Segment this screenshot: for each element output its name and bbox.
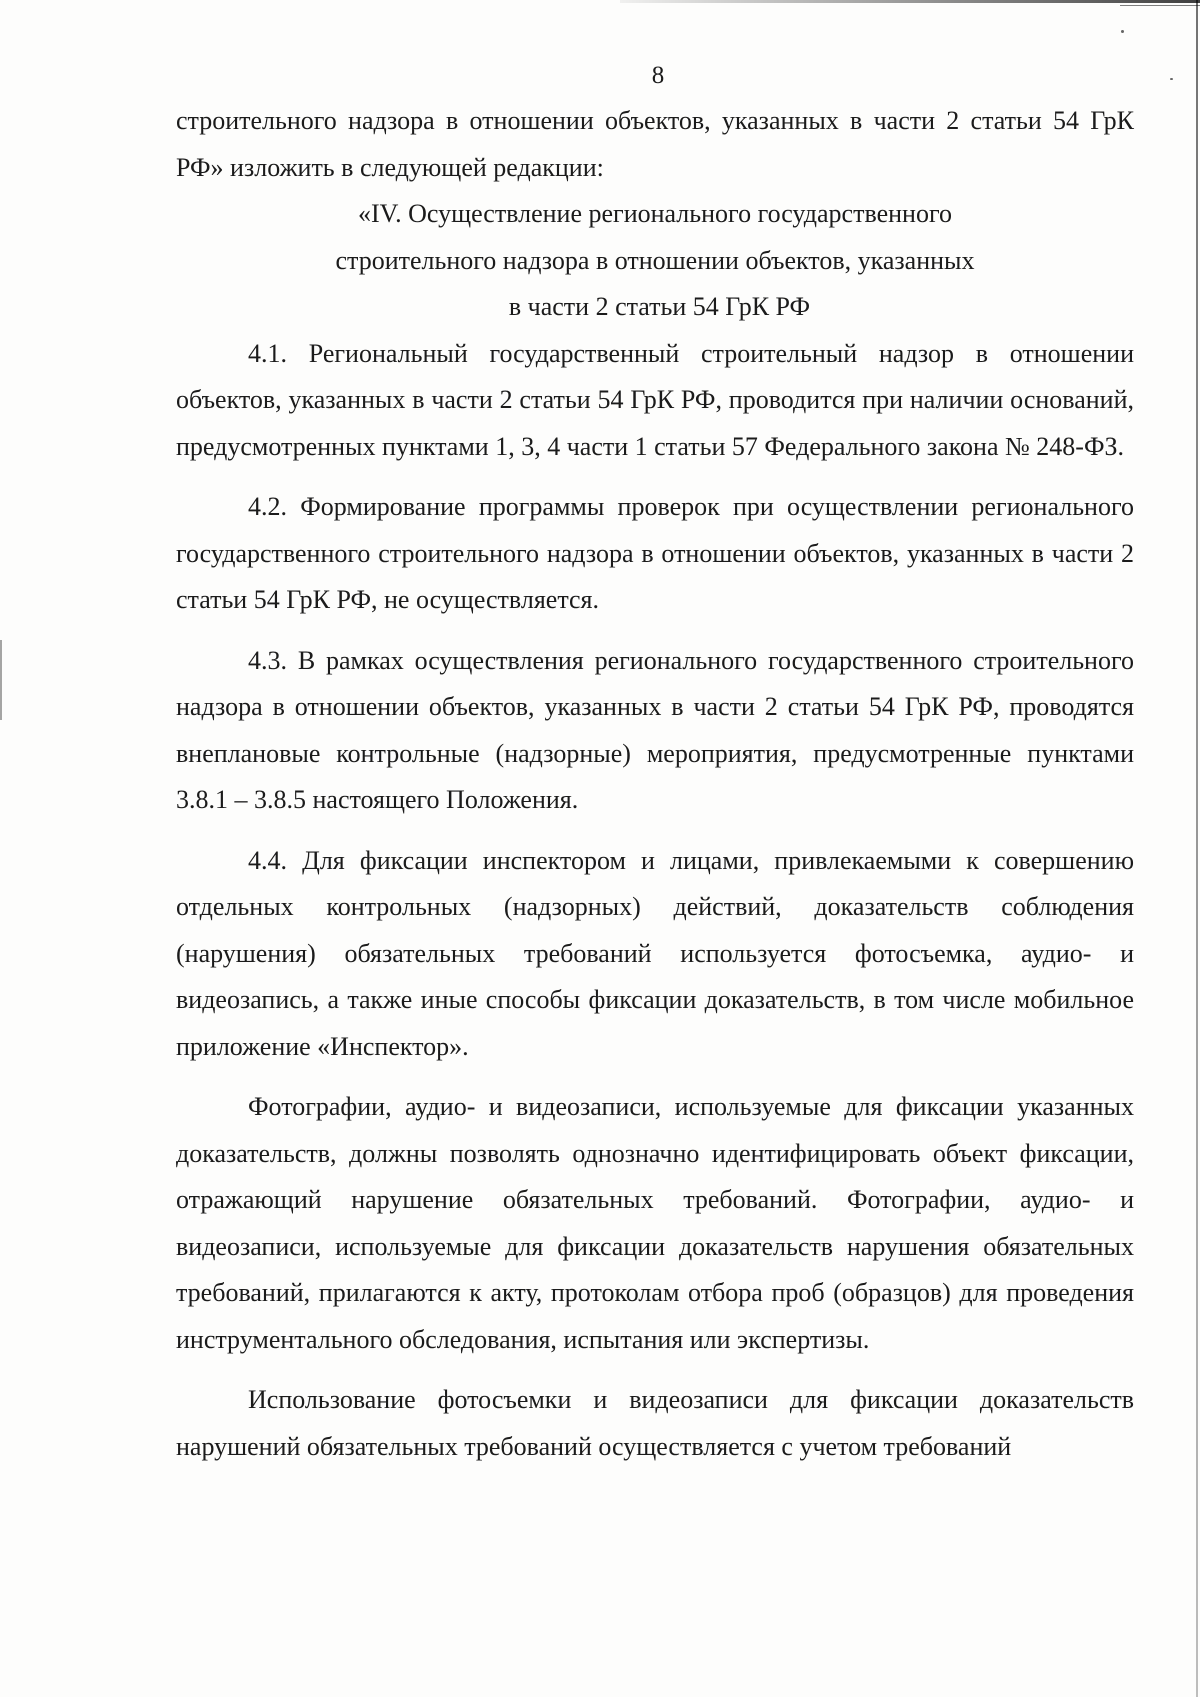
page-number: 8: [651, 62, 665, 89]
section-heading-line-2: строительного надзора в отношении объектов, указанных: [335, 245, 975, 275]
scan-edge-top: [620, 0, 1200, 3]
paragraph-4-4: 4.4. Для фиксации инспектором и лицами, привлекаемыми к совершению отдельных контрольных (надзорных) действий, доказательств соблюдения (нарушения) обязательных требований используется фотосъемка, аудио- и видеозапись, а также иные способы фиксации доказательств, в том числе мобильное приложение «Инспектор».: [176, 845, 1134, 1061]
scan-speck: [1121, 30, 1124, 33]
paragraph-4-2: 4.2. Формирование программы проверок при осуществлении регионального государственного строительного надзора в отношении объектов, указанных в части 2 статьи 54 ГрК РФ, не осуществляется.: [176, 492, 1134, 614]
scan-edge-top-secondary: [1120, 5, 1200, 6]
paragraph-photos: Фотографии, аудио- и видеозаписи, используемые для фиксации указанных доказательств, должны позволять однозначно идентифицировать объект фиксации, отражающий нарушение обязательных требований. Фотографии, аудио- и видеозаписи, используемые для фиксации доказательств нарушения обязательных требований, прилагаются к акту, протоколам отбора проб (образцов) для проведения инструментального обследования, испытания или экспертизы.: [176, 1092, 1134, 1354]
intro-paragraph: строительного надзора в отношении объектов, указанных в части 2 статьи 54 ГрК РФ» изложить в следующей редакции:: [176, 106, 1134, 182]
paragraph-4-3: 4.3. В рамках осуществления регионального государственного строительного надзора в отношении объектов, указанных в части 2 статьи 54 ГрК РФ, проводятся внеплановые контрольные (надзорные) мероприятия, предусмотренные пунктами 3.8.1 – 3.8.5 настоящего Положения.: [176, 645, 1134, 814]
paragraph-4-1: 4.1. Региональный государственный строительный надзор в отношении объектов, указанных в части 2 статьи 54 ГрК РФ, проводится при наличии оснований, предусмотренных пунктами 1, 3, 4 части 1 статьи 57 Федерального закона № 248-ФЗ.: [176, 338, 1134, 461]
scan-edge-right: [1196, 0, 1198, 1697]
section-heading-line-1: «IV. Осуществление регионального государственного: [358, 199, 952, 228]
scan-edge-left: [0, 640, 2, 720]
paragraph-usage: Использование фотосъемки и видеозаписи для фиксации доказательств нарушений обязательных требований осуществляется с учетом требований: [176, 1385, 1134, 1461]
section-heading-line-3: в части 2 статьи 54 ГрК РФ: [508, 292, 811, 321]
document-body: [176, 98, 1134, 1470]
